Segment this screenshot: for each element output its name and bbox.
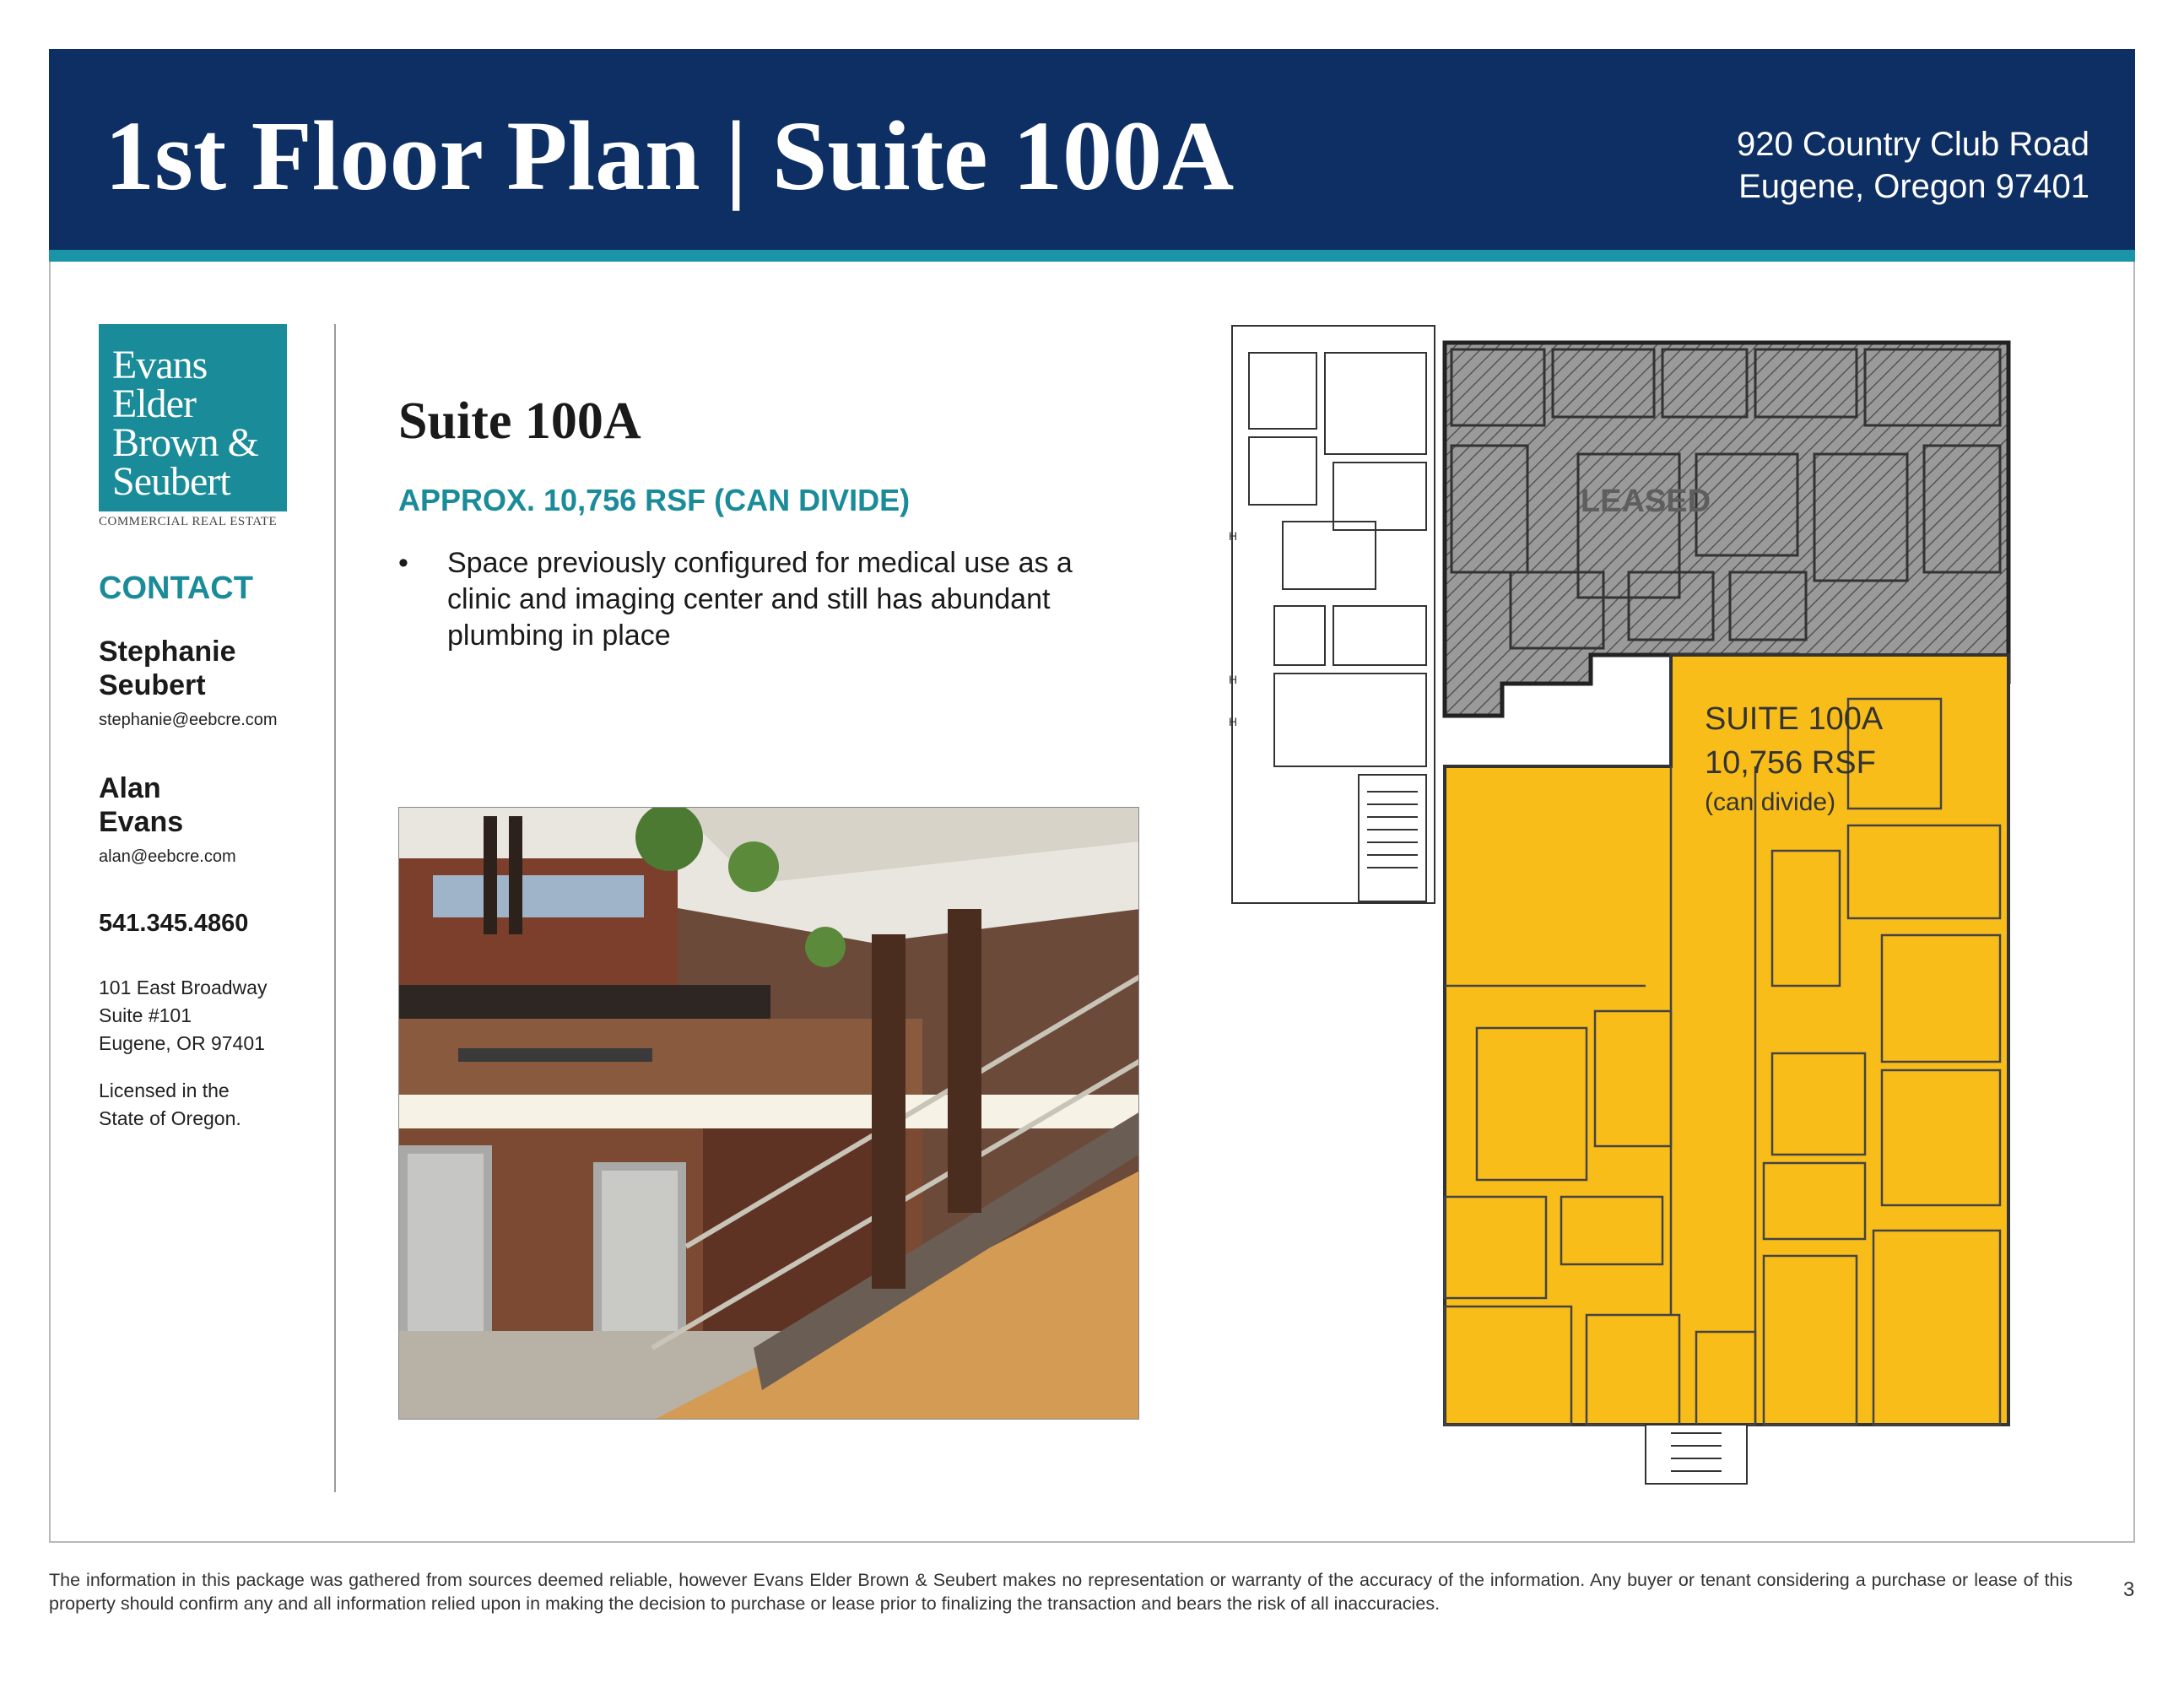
office-line: 101 East Broadway xyxy=(99,977,268,998)
logo-line-4: Seubert xyxy=(112,459,230,504)
logo-subtitle: COMMERCIAL REAL ESTATE xyxy=(99,515,278,528)
leased-label: LEASED xyxy=(1580,484,1711,519)
contact-name-stephanie xyxy=(99,635,318,702)
header-accent-stripe xyxy=(49,250,2135,262)
license-line: Licensed in the xyxy=(99,1079,230,1101)
contact-name-alan xyxy=(99,771,318,839)
contact-email-stephanie[interactable]: stephanie@eebcre.com xyxy=(99,711,278,729)
contact-last-name: Evans xyxy=(99,806,184,838)
license-note xyxy=(99,1077,241,1133)
company-logo xyxy=(99,324,287,511)
west-stair xyxy=(1367,792,1418,868)
logo-line-1: Evans xyxy=(112,343,208,387)
contact-heading: CONTACT xyxy=(99,571,253,606)
floor-plan-drawing xyxy=(1224,319,2017,1492)
wall-marker: H xyxy=(1229,673,1238,686)
office-address xyxy=(99,974,267,1058)
wall-marker: H xyxy=(1229,715,1238,728)
contact-last-name: Seubert xyxy=(99,669,206,701)
address-street: 920 Country Club Road xyxy=(1736,126,2089,163)
contact-email-alan[interactable]: alan@eebcre.com xyxy=(99,847,236,866)
wall-marker: H xyxy=(1229,529,1238,543)
logo-line-2: Elder xyxy=(112,381,196,426)
logo-line-3: Brown & xyxy=(112,420,258,465)
south-stair xyxy=(1646,1425,1747,1484)
office-line: Suite #101 xyxy=(99,1004,192,1026)
address-city: Eugene, Oregon 97401 xyxy=(1738,168,2089,205)
suite-divide-label: (can divide) xyxy=(1705,788,1836,816)
lobby-photo xyxy=(398,807,1139,1420)
page-number: 3 xyxy=(2123,1578,2135,1601)
contact-first-name: Alan xyxy=(99,772,161,804)
suite-rsf-label: 10,756 RSF xyxy=(1705,745,1876,781)
suite-features xyxy=(398,545,1141,654)
suite-label: SUITE 100A xyxy=(1705,701,1884,737)
suite-title: Suite 100A xyxy=(398,392,641,450)
property-address xyxy=(1737,123,2089,208)
page-title: 1st Floor Plan | Suite 100A xyxy=(105,100,1235,211)
office-line: Eugene, OR 97401 xyxy=(99,1032,265,1054)
contact-first-name: Stephanie xyxy=(99,636,236,668)
lobby-illustration xyxy=(399,808,1139,1420)
contact-phone[interactable]: 541.345.4860 xyxy=(99,910,249,937)
disclaimer: The information in this package was gathered from sources deemed reliable, however Evans Elder Brown & Seubert makes no representation or warranty of the accuracy of the information. Any buyer or tenant considering a purchase or lease of this property should confirm any and all information relied upon in making the decision to purchase or lease prior to finalizing the transaction and bears the risk of all inaccuracies. xyxy=(49,1570,2073,1614)
feature-bullet: • Space previously configured for medical use as a clinic and imaging center and still has abundant plumbing in place xyxy=(398,545,1141,654)
column-divider xyxy=(334,324,336,1492)
suite-rsf: APPROX. 10,756 RSF (CAN DIVIDE) xyxy=(398,483,911,517)
license-line: State of Oregon. xyxy=(99,1107,241,1129)
floor-plan xyxy=(1224,319,2017,1492)
